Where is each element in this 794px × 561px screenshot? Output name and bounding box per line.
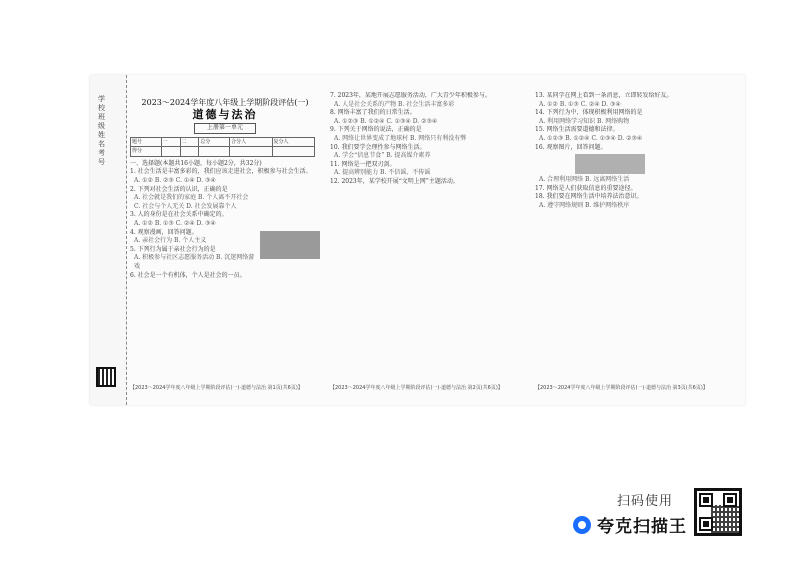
question-options: A. ①② B. ①③ C. ②④ D. ③④ — [134, 219, 216, 227]
question-options: A. ①② B. ②③ C. ①④ D. ③④ — [134, 176, 216, 184]
question-text: 14. 下列行为中，体现积极利用网络的是 — [535, 109, 643, 117]
question-text: 3. 人的身份是在社会关系中确定的。 — [130, 211, 228, 219]
page-footer: 【2023～2024学年度八年级上学期阶段评估(一)·道德与法治 第2页(共6页)】 — [330, 385, 503, 391]
section-instruction: 一、选择题(本题共16小题，每小题2分，共32分) — [130, 159, 262, 167]
question-text: 4. 观察漫画，回答问题。 — [130, 228, 198, 236]
question-text: 9. 下列关于网络的说法，正确的是 — [330, 126, 422, 134]
question-options: A. 遵守网络规则 B. 维护网络秩序 — [539, 201, 630, 209]
question-options: A. 合理利用网络 B. 远离网络生活 — [539, 176, 630, 184]
column-2 — [330, 92, 520, 392]
question-text: 12. 2023年，某学校开展“文明上网”主题活动。 — [330, 177, 459, 185]
score-table — [130, 137, 315, 157]
small-qr-code-icon — [96, 367, 116, 387]
score-header: 合分人 — [230, 137, 272, 147]
question-text: 17. 网络是人们获取信息的重要途径。 — [535, 184, 637, 192]
score-header: 二 — [180, 137, 199, 147]
qr-pattern — [711, 505, 739, 533]
question-text: 16. 观察图片，回答问题。 — [535, 143, 607, 151]
brand-watermark — [573, 512, 687, 537]
question-options: C. 社会与个人无关 D. 社会发展靠个人 — [134, 202, 237, 210]
subject-title: 道德与法治 — [192, 108, 258, 121]
exam-scope: 上册第一单元 — [194, 123, 256, 134]
question-options: A. ①② B. ①③ C. ②④ D. ③④ — [539, 100, 621, 108]
binding-text: 学校班级姓名考号 — [98, 95, 105, 166]
page-footer: 【2023～2024学年度八年级上学期阶段评估(一)·道德与法治 第3页(共6页)】 — [535, 385, 708, 391]
exam-title: 2023～2024学年度八年级上学期阶段评估(一) — [141, 98, 309, 107]
question-options: A. ①②③ B. ①②④ C. ①③④ D. ②③④ — [334, 117, 438, 125]
score-row-label: 得分 — [131, 147, 162, 157]
column-1 — [130, 92, 320, 392]
question-options: A. 提高辨别能力 B. 不信谣、不传谣 — [334, 169, 431, 177]
cartoon-illustration — [260, 231, 320, 259]
scan-label: 扫码使用 — [617, 494, 674, 509]
column-3 — [535, 92, 725, 392]
question-options: A. 亲社会行为 B. 个人主义 — [134, 237, 207, 245]
question-options: A. 利用网络学习知识 B. 网络购物 — [539, 117, 630, 125]
question-text: 18. 我们要在网络生活中培养法治意识。 — [535, 193, 643, 201]
score-header: 题号 — [131, 137, 162, 147]
question-text: 1. 社会生活是丰富多彩的，我们应该走进社会，积极参与社会生活。 — [130, 168, 312, 176]
question-text: 7. 2023年，某地开展志愿服务活动，广大青少年积极参与。 — [330, 92, 491, 99]
score-header: 复分人 — [272, 137, 315, 147]
binding-margin — [90, 75, 127, 405]
question-options: A. 积极参与社区志愿服务活动 B. 沉迷网络游戏 — [134, 254, 255, 270]
question-text: 15. 网络生活需要道德和法律。 — [535, 126, 619, 134]
quark-logo-icon — [573, 516, 591, 534]
question-options: A. 社会就是我们的家庭 B. 个人离不开社会 — [134, 194, 249, 202]
page-footer: 【2023～2024学年度八年级上学期阶段评估(一)·道德与法治 第1页(共6页)】 — [130, 385, 303, 391]
question-options: A. 学会“信息节食” B. 提高媒介素养 — [334, 152, 431, 160]
question-options: A. ①②③ B. ①②④ C. ①③④ D. ②③④ — [539, 134, 643, 142]
brand-name: 夸克扫描王 — [597, 517, 687, 537]
question-text: 11. 网络是一把双刃剑。 — [330, 160, 396, 168]
question-text: 2. 下列对社会生活的认识，正确的是 — [130, 185, 228, 193]
qr-code-icon[interactable] — [694, 488, 742, 536]
question-options: A. 人是社会关系的产物 B. 社会生活丰富多彩 — [334, 100, 455, 108]
photo-illustration — [575, 154, 645, 174]
question-options: A. 网络让世界变成了地球村 B. 网络只有利没有弊 — [334, 134, 467, 142]
question-text: 10. 我们要学会理性参与网络生活。 — [330, 143, 426, 151]
question-text: 13. 某同学在网上看到一条消息，立即转发给好友。 — [535, 92, 673, 99]
question-text: 5. 下列行为属于亲社会行为的是 — [130, 245, 216, 253]
score-header: 一 — [161, 137, 180, 147]
score-header: 总分 — [199, 137, 230, 147]
question-text: 8. 网络丰富了我们的日常生活。 — [330, 109, 416, 117]
question-text: 6. 社会是一个有机体，个人是社会的一员。 — [130, 271, 246, 279]
